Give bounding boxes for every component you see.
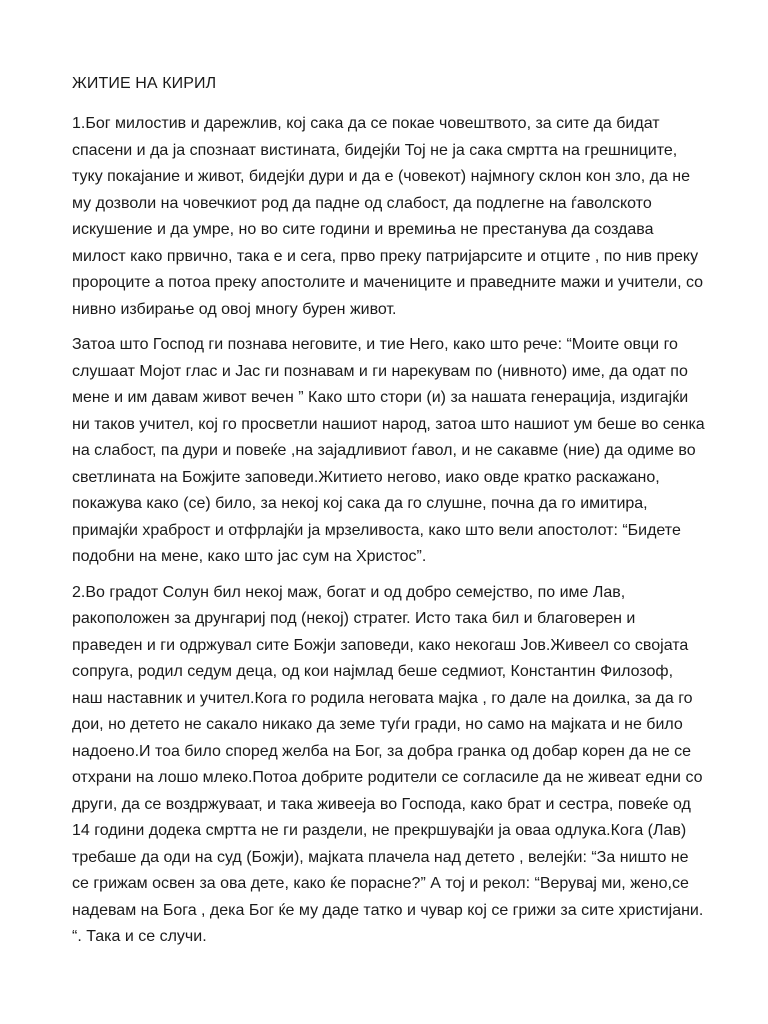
paragraph-3: 2.Во градот Солун бил некој маж, богат и од добро семејство, по име Лав, ракоположен за друнгариј под (некој) стратег. Исто така бил и благоверен и праведен и ги одржувал сите Божји заповеди, како некогаш Јов.Живеел со својата сопруга, родил седум деца, од кои најмлад беше седмиот, Константин Филозоф, наш наставник и учител.Кога го родила неговата мајка , го дале на доилка, за да го дои, но детето не сакало никако да земе туѓи гради, но само на мајката и не било надоено.И тоа било според желба на Бог, за добра гранка од добар корен да не се отхрани на лошо млеко.Потоа добрите родители се согласиле да не живеат едни со други, да се воздржуваат, и така живееја во Господа, како брат и сестра, повеќе од 14 години додека смртта не ги раздели, не прекршувајќи ја оваа одлука.Кога (Лав) требаше да оди на суд (Божји), мајката плачела над детето , велејќи: “За ништо не се грижам освен за ова дете, како ќе порасне?” А тој и рекол: “Верувај ми, жено,се надевам на Бога , дека Бог ќе му даде татко и чувар кој се грижи за сите христијани. “. Така и се случи. (72, 583, 704, 945)
paragraph-1: 1.Бог милостив и дарежлив, кој сака да се покае човештвото, за сите да бидат спасени и да ја спознаат вистината, бидејќи Тој не ја сака смртта на грешниците, туку покајание и живот, бидејќи дури и да е (човекот) најмногу склон кон зло, да не му дозволи на човечкиот род да падне од слабост, да подлегне на ѓаволското искушение и да умре, но во сите години и времиња не престанува да создава милост како првично, така е и сега, прво преку патријарсите и отците , по нив преку пророците а потоа преку апостолите и мачениците и праведните мажи и учители, со нивно избирање од овој многу бурен живот. (72, 115, 704, 318)
document-title: ЖИТИЕ НА КИРИЛ (72, 75, 217, 92)
paragraph-2: Затоа што Господ ги познава неговите, и тие Него, како што рече: “Моите овци го слушаат Мојот глас и Јас ги познавам и ги нарекувам по (нивното) име, да одат по мене и им давам живот вечен ” Како што стори (и) за нашата генерација, издигајќи ни таков учител, кој го просветли нашиот народ, затоа што нашиот ум беше во сенка на слабост, па дури и повеќе ,на зајадливиот ѓавол, и не сакавме (ние) да одиме во светлината на Божјите заповеди.Житието негово, иако овде кратко раскажано, покажува како (се) било, за некој кој сака да го слушне, почна да го имитира, примајќи храброст и отфрлајќи ја мрзеливоста, како што вели апостолот: “Бидете подобни на мене, како што јас сум на Христос”. (72, 336, 705, 565)
